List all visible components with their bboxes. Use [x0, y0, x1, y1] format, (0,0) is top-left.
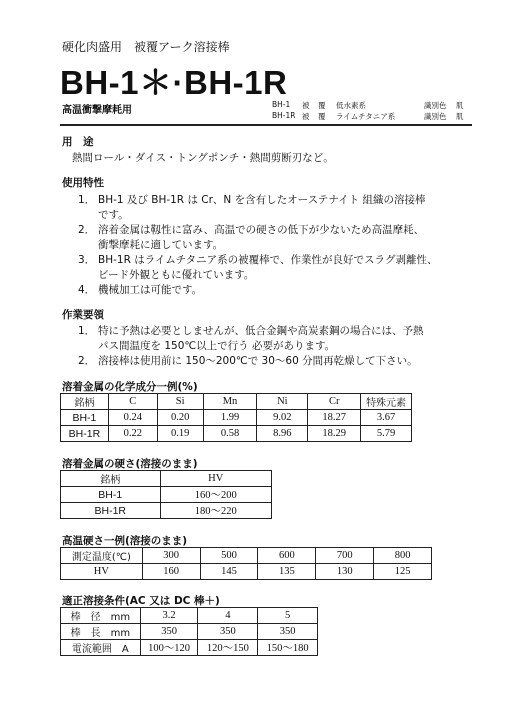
usage-heading: 用 途 [62, 136, 94, 148]
item-line: 特に予熱は必要としませんが、低合金鋼や高炭素鋼の場合には、予熱 [98, 325, 424, 337]
item-number: 4． [78, 284, 96, 296]
item-line: BH-1 及び BH-1R は Cr、N を含有したオーステナイト 組織の溶接棒 [98, 194, 426, 206]
table-cell: BH-1 [61, 410, 109, 426]
item-line: 衝撃摩耗に適しています。 [98, 239, 224, 251]
item-line: です。 [98, 209, 129, 221]
product-subtitle: 硬化肉盛用 被覆アーク溶接棒 [62, 40, 230, 54]
table-cell: 5.79 [361, 426, 412, 442]
table-header: 特殊元素 [361, 394, 412, 410]
item-number: 1． [78, 194, 96, 206]
note-item-2 [78, 353, 418, 368]
coating-label-2: 覆 [318, 112, 326, 121]
usage-text: 熱間ロール・ダイス・トングポンチ・熱間剪断刃など。 [72, 152, 334, 164]
table-cell: 130 [316, 564, 374, 580]
table-cell: 4 [198, 608, 258, 624]
table-cell: 5 [258, 608, 318, 624]
item-line: パス間温度を 150℃以上で行う 必要があります。 [98, 340, 336, 352]
item-line: 溶接棒は使用前に 150～200℃で 30～60 分間再乾燥して下さい。 [98, 355, 418, 367]
table-row [61, 503, 272, 519]
feature-item-4 [78, 282, 202, 297]
table-header: C [108, 394, 157, 410]
feature-item-3 [78, 252, 437, 282]
id-color-label: 識別色 [424, 101, 447, 110]
note-item-1 [78, 323, 424, 353]
table-cell: 160～200 [160, 487, 271, 503]
page-title: BH-1＊·BH-1R [60, 64, 288, 101]
table-cell: BH-1R [61, 503, 161, 519]
table-header: Ni [257, 394, 308, 410]
table-cell: BH-1R [61, 426, 109, 442]
table-cell: 180～220 [160, 503, 271, 519]
feature-item-1 [78, 192, 426, 222]
table-cell: 0.24 [108, 410, 157, 426]
table-cell: 800 [374, 548, 432, 564]
table-cell: 0.19 [157, 426, 203, 442]
table-cell: 1.99 [203, 410, 257, 426]
table-row [61, 608, 318, 624]
table-cell: 300 [142, 548, 200, 564]
table-row [61, 487, 272, 503]
table-cell: BH-1 [61, 487, 161, 503]
table-header: Cr [308, 394, 361, 410]
table-cell: 350 [258, 624, 318, 640]
features-heading: 使用特性 [62, 177, 104, 189]
table-cell: 0.20 [157, 410, 203, 426]
table-header: 銘柄 [61, 471, 161, 487]
coating-type: 低水素系 [336, 101, 366, 110]
table-cell: 150～180 [258, 640, 318, 656]
table-cell: 135 [258, 564, 316, 580]
item-number: 1． [78, 325, 96, 337]
table-cell: 350 [140, 624, 198, 640]
hardness-table [60, 470, 272, 519]
item-number: 3． [78, 254, 96, 266]
table-row [61, 426, 412, 442]
hardness-heading: 溶着金属の硬さ(溶接のまま) [62, 458, 198, 470]
welding-table [60, 607, 318, 656]
table-row [61, 548, 432, 564]
header-divider [60, 124, 472, 126]
item-line: 機械加工は可能です。 [98, 284, 203, 296]
composition-heading: 溶着金属の化学成分一例(%) [62, 381, 198, 393]
table-cell: 145 [200, 564, 258, 580]
table-cell: 18.29 [308, 426, 361, 442]
coating-label-1: 被 [302, 101, 310, 110]
item-number: 2． [78, 224, 96, 236]
id-color-value: 肌 [456, 101, 464, 110]
coating-label-2: 覆 [318, 101, 326, 110]
item-line: 溶着金属は靱性に富み、高温での硬さの低下が少ないため高温摩耗、 [98, 224, 425, 236]
table-cell: 3.67 [361, 410, 412, 426]
item-line: BH-1R はライムチタニア系の被覆棒で、作業性が良好でスラグ剥離性、 [98, 254, 438, 266]
table-header-row [61, 471, 272, 487]
table-header-row [61, 394, 412, 410]
coating-type: ライムチタニア系 [336, 112, 396, 121]
table-cell: 600 [258, 548, 316, 564]
table-cell: 100～120 [140, 640, 198, 656]
item-number: 2． [78, 355, 96, 367]
table-row [61, 564, 432, 580]
table-cell: 160 [142, 564, 200, 580]
composition-table [60, 393, 412, 442]
table-row [61, 624, 318, 640]
id-color-label: 識別色 [424, 112, 447, 121]
coating-label-1: 被 [302, 112, 310, 121]
item-line: ビード外観ともに優れています。 [98, 269, 255, 281]
table-header: 銘柄 [61, 394, 109, 410]
table-cell: 120～150 [198, 640, 258, 656]
table-row [61, 410, 412, 426]
table-cell: 8.96 [257, 426, 308, 442]
table-cell: 9.02 [257, 410, 308, 426]
table-header: Mn [203, 394, 257, 410]
product-name: BH-1R [272, 111, 296, 120]
table-cell: 0.58 [203, 426, 257, 442]
table-cell: 棒 長 mm [61, 624, 141, 640]
hot-hardness-heading: 高温硬さ一例(溶接のまま) [62, 535, 188, 547]
table-cell: 18.27 [308, 410, 361, 426]
category-label: 高温衝撃摩耗用 [62, 105, 132, 116]
table-header: Si [157, 394, 203, 410]
hot-hardness-table [60, 547, 432, 580]
table-cell: 0.22 [108, 426, 157, 442]
table-cell: 350 [198, 624, 258, 640]
product-name: BH-1 [272, 100, 291, 109]
table-cell: HV [61, 564, 143, 580]
table-header: HV [160, 471, 271, 487]
table-cell: 500 [200, 548, 258, 564]
id-color-value: 肌 [456, 112, 464, 121]
feature-item-2 [78, 222, 424, 252]
table-cell: 125 [374, 564, 432, 580]
welding-heading: 適正溶接条件(AC 又は DC 棒＋) [62, 595, 220, 607]
table-cell: 700 [316, 548, 374, 564]
table-cell: 測定温度(℃) [61, 548, 143, 564]
table-row [61, 640, 318, 656]
table-cell: 3.2 [140, 608, 198, 624]
table-cell: 棒 径 mm [61, 608, 141, 624]
notes-heading: 作業要領 [62, 309, 104, 321]
table-cell: 電流範囲 A [61, 640, 141, 656]
